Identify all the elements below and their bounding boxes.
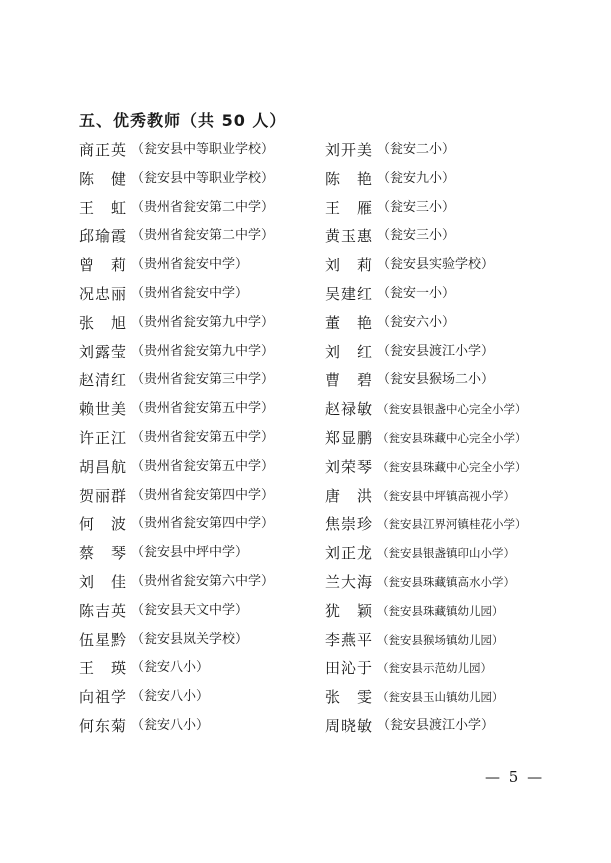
- teacher-school: （瓮安二小）: [377, 142, 456, 157]
- teacher-name: 刘正龙: [325, 544, 374, 563]
- teacher-entry: [325, 280, 605, 309]
- teacher-school: （瓮安九小）: [377, 170, 456, 186]
- teacher-school: （瓮安县银盏中心完全小学）: [377, 402, 527, 417]
- teacher-name: 刘开美: [325, 141, 374, 159]
- teacher-school: （瓮安八小）: [131, 717, 210, 733]
- teacher-school: （瓮安县猴场镇幼儿园）: [377, 632, 504, 647]
- teacher-school: （贵州省瓮安中学）: [131, 285, 249, 301]
- teacher-entry: [325, 309, 605, 338]
- teacher-name: 许正江: [79, 428, 128, 447]
- teacher-name: 张 雯: [325, 688, 374, 707]
- teacher-name: 犹 颖: [325, 601, 374, 620]
- teacher-school: （瓮安八小）: [131, 660, 210, 676]
- teacher-school: （瓮安县示范幼儿园）: [377, 661, 493, 676]
- teacher-entry: [325, 424, 605, 453]
- teacher-name: 赵清红: [79, 371, 128, 390]
- teacher-entry: [325, 712, 605, 741]
- section-heading: 五、优秀教师（共 50 人）: [79, 111, 287, 130]
- teacher-name: 赖世美: [79, 400, 128, 419]
- teacher-entry: [79, 453, 309, 482]
- teacher-entry: [79, 280, 309, 309]
- teacher-entry: [79, 568, 309, 597]
- teacher-entry: [325, 453, 605, 482]
- teacher-entry: [79, 251, 309, 280]
- teacher-school: （瓮安县银盏镇印山小学）: [377, 546, 516, 561]
- teacher-name: 刘 莉: [325, 256, 374, 275]
- teacher-entry: [325, 366, 605, 395]
- teacher-school: （瓮安六小）: [377, 314, 456, 330]
- teacher-name: 董 艳: [325, 313, 374, 332]
- teacher-name: 陈吉英: [79, 601, 128, 620]
- right-name-column: [325, 136, 605, 741]
- teacher-school: （瓮安县渡江小学）: [377, 343, 495, 359]
- teacher-school: （瓮安八小）: [131, 689, 210, 705]
- teacher-entry: [325, 165, 605, 194]
- teacher-school: （瓮安三小）: [377, 199, 456, 215]
- teacher-entry: [325, 395, 605, 424]
- teacher-entry: [79, 136, 309, 165]
- teacher-entry: [79, 338, 309, 367]
- teacher-entry: [79, 395, 309, 424]
- teacher-name: 刘荣琴: [325, 457, 374, 476]
- teacher-name: 向祖学: [79, 688, 128, 707]
- teacher-school: （瓮安一小）: [377, 285, 456, 301]
- teacher-name: 王 雁: [325, 198, 374, 217]
- teacher-name: 张 旭: [79, 313, 128, 332]
- teacher-entry: [325, 626, 605, 655]
- teacher-entry: [325, 251, 605, 280]
- teacher-name: 赵禄敏: [325, 400, 374, 419]
- teacher-name: 胡昌航: [79, 457, 128, 476]
- teacher-name: 陈 健: [79, 169, 128, 188]
- teacher-school: （贵州省瓮安第六中学）: [131, 573, 275, 589]
- teacher-name: 田沁于: [325, 659, 374, 678]
- teacher-name: 李燕平: [325, 630, 374, 649]
- teacher-school: （瓮安三小）: [377, 228, 456, 244]
- teacher-entry: [79, 654, 309, 683]
- teacher-name: 王 瑛: [79, 659, 128, 678]
- teacher-school: （贵州省瓮安第九中学）: [131, 314, 275, 330]
- teacher-entry: [325, 222, 605, 251]
- teacher-name: 何 波: [79, 515, 128, 534]
- teacher-entry: [325, 338, 605, 367]
- teacher-entry: [325, 539, 605, 568]
- teacher-entry: [79, 510, 309, 539]
- teacher-name: 况忠丽: [79, 284, 128, 303]
- teacher-name: 曹 碧: [325, 371, 374, 390]
- teacher-entry: [79, 626, 309, 655]
- teacher-entry: [325, 683, 605, 712]
- teacher-school: （瓮安县珠藏镇高水小学）: [377, 574, 516, 589]
- teacher-entry: [79, 165, 309, 194]
- teacher-school: （贵州省瓮安第四中学）: [131, 516, 275, 532]
- page-number: — 5 —: [485, 768, 545, 786]
- teacher-name: 陈 艳: [325, 169, 374, 188]
- teacher-school: （瓮安县实验学校）: [377, 257, 495, 273]
- teacher-school: （瓮安县江界河镇桂花小学）: [377, 517, 527, 532]
- teacher-school: （瓮安县珠藏中心完全小学）: [377, 430, 527, 445]
- teacher-name: 曾 莉: [79, 256, 128, 275]
- teacher-school: （瓮安县中坪镇高视小学）: [377, 488, 516, 503]
- teacher-entry: [79, 597, 309, 626]
- teacher-school: （瓮安县珠藏中心完全小学）: [377, 459, 527, 474]
- teacher-entry: [79, 366, 309, 395]
- teacher-school: （瓮安县中坪中学）: [131, 545, 249, 561]
- teacher-entry: [79, 424, 309, 453]
- teacher-name: 刘 佳: [79, 572, 128, 591]
- teacher-entry: [325, 654, 605, 683]
- teacher-entry: [79, 222, 309, 251]
- teacher-school: （瓮安县岚关学校）: [131, 631, 249, 647]
- teacher-name: 郑显鹏: [325, 428, 374, 447]
- teacher-name: 贺丽群: [79, 486, 128, 505]
- teacher-entry: [79, 683, 309, 712]
- teacher-school: （贵州省瓮安第五中学）: [131, 458, 275, 474]
- teacher-name: 伍星黔: [79, 630, 128, 649]
- teacher-name: 刘露莹: [79, 342, 128, 361]
- teacher-school: （贵州省瓮安第九中学）: [131, 343, 275, 359]
- teacher-name: 商正英: [79, 141, 128, 159]
- teacher-name: 何东菊: [79, 716, 128, 735]
- teacher-school: （瓮安县渡江小学）: [377, 717, 495, 733]
- teacher-entry: [325, 482, 605, 511]
- teacher-school: （瓮安县猴场二小）: [377, 372, 495, 388]
- teacher-entry: [325, 597, 605, 626]
- teacher-entry: [79, 194, 309, 223]
- teacher-school: （瓮安县中等职业学校）: [131, 142, 275, 157]
- teacher-school: （贵州省瓮安第五中学）: [131, 429, 275, 445]
- teacher-name: 王 虹: [79, 198, 128, 217]
- teacher-school: （贵州省瓮安第五中学）: [131, 401, 275, 417]
- teacher-name: 兰大海: [325, 572, 374, 591]
- left-name-column: [79, 136, 309, 741]
- teacher-entry: [79, 539, 309, 568]
- teacher-entry: [79, 482, 309, 511]
- teacher-name: 邱瑜霞: [79, 227, 128, 246]
- teacher-school: （瓮安县玉山镇幼儿园）: [377, 690, 504, 705]
- teacher-entry: [79, 309, 309, 338]
- teacher-name: 刘 红: [325, 342, 374, 361]
- teacher-entry: [79, 712, 309, 741]
- teacher-name: 焦崇珍: [325, 515, 374, 534]
- teacher-name: 蔡 琴: [79, 544, 128, 563]
- teacher-school: （瓮安县中等职业学校）: [131, 170, 275, 186]
- teacher-name: 周晓敏: [325, 716, 374, 735]
- teacher-school: （瓮安县天文中学）: [131, 602, 249, 618]
- teacher-entry: [325, 136, 605, 165]
- teacher-entry: [325, 194, 605, 223]
- teacher-school: （贵州省瓮安第三中学）: [131, 372, 275, 388]
- teacher-name: 吴建红: [325, 284, 374, 303]
- teacher-name: 黄玉惠: [325, 227, 374, 246]
- teacher-entry: [325, 510, 605, 539]
- teacher-entry: [325, 568, 605, 597]
- teacher-school: （贵州省瓮安第二中学）: [131, 228, 275, 244]
- teacher-school: （贵州省瓮安第四中学）: [131, 487, 275, 503]
- teacher-name: 唐 洪: [325, 486, 374, 505]
- teacher-school: （贵州省瓮安第二中学）: [131, 199, 275, 215]
- teacher-school: （贵州省瓮安中学）: [131, 257, 249, 273]
- teacher-school: （瓮安县珠藏镇幼儿园）: [377, 603, 504, 618]
